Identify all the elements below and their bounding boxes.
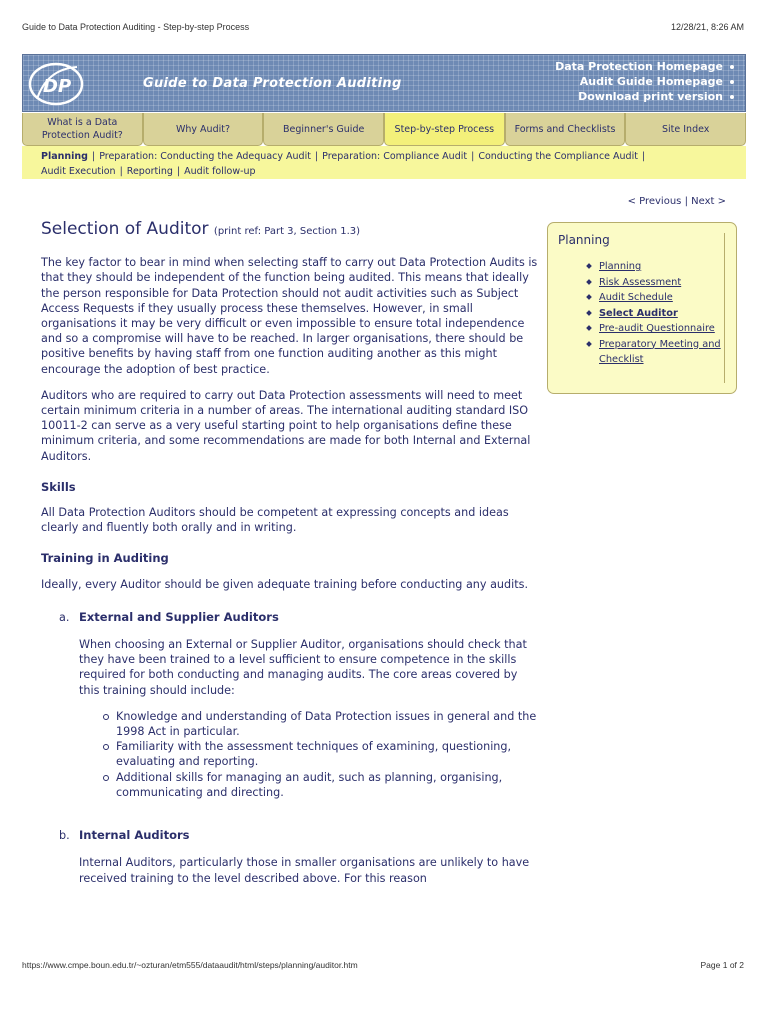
list-item: Additional skills for managing an audit, such as planning, organising, communicating and directing.	[79, 770, 541, 800]
training-heading: Training in Auditing	[41, 551, 169, 566]
banner-links	[555, 59, 735, 104]
sidebar-list	[586, 259, 726, 368]
sidebar-item-risk-assessment	[586, 275, 726, 291]
external-auditors-heading: External and Supplier Auditors	[79, 609, 279, 624]
site-banner	[22, 54, 746, 112]
list-marker-a: a.	[59, 610, 70, 624]
page-title	[41, 219, 541, 239]
previous-link[interactable]: < Previous	[627, 196, 682, 207]
section-internal-auditors	[41, 828, 541, 886]
print-footer	[22, 960, 744, 974]
sidebar-link-pre-audit-questionnaire[interactable]: Pre-audit Questionnaire	[599, 323, 715, 334]
download-print-version-link[interactable]: Download print version	[555, 89, 735, 104]
subnav-compliance-audit-prep[interactable]: Preparation: Compliance Audit	[322, 151, 468, 162]
tab-what-is-audit[interactable]: What is a Data Protection Audit?	[22, 113, 143, 146]
skills-heading: Skills	[41, 479, 76, 494]
sidebar-link-planning[interactable]: Planning	[599, 261, 642, 272]
training-text: Ideally, every Auditor should be given adequate training before conducting any audits.	[41, 577, 529, 591]
print-header	[22, 22, 744, 36]
site-title: Guide to Data Protection Auditing	[143, 76, 402, 91]
sidebar-item-pre-audit-questionnaire	[586, 321, 726, 337]
skills-text: All Data Protection Auditors should be competent at expressing concepts and ideas clearly and fluently both orally and in writing.	[41, 506, 509, 535]
list-item: Knowledge and understanding of Data Protection issues in general and the 1998 Act in particular.	[79, 709, 541, 739]
print-footer-url: https://www.cmpe.boun.edu.tr/~ozturan/etm555/dataaudit/html/steps/planning/auditor.htm	[22, 960, 358, 970]
print-header-timestamp: 12/28/21, 8:26 AM	[670, 22, 744, 32]
sidebar-item-audit-schedule	[586, 290, 726, 306]
subnav-audit-execution[interactable]: Audit Execution	[41, 166, 116, 177]
paragraph-criteria: Auditors who are required to carry out Data Protection assessments will need to meet certain minimum criteria in a number of areas. The international auditing standard ISO 10011-2 can serve as a very useful starting point to help organisations define these minimum criteria, and some recommendations are made for both Internal and External Auditors.	[41, 388, 531, 463]
sidebar-link-risk-assessment[interactable]: Risk Assessment	[599, 276, 682, 288]
sidebar-item-select-auditor	[586, 306, 726, 322]
tab-forms-checklists[interactable]: Forms and Checklists	[505, 113, 626, 146]
print-header-title: Guide to Data Protection Auditing - Step-by-step Process	[22, 22, 250, 32]
subnav-audit-follow-up[interactable]: Audit follow-up	[184, 166, 256, 177]
sidebar-title: Planning	[558, 233, 610, 247]
planning-sidebar	[547, 222, 737, 394]
sidebar-link-audit-schedule[interactable]: Audit Schedule	[599, 292, 673, 303]
tab-step-by-step[interactable]: Step-by-step Process	[384, 113, 505, 146]
page-title-text: Selection of Auditor	[41, 219, 209, 239]
main-content	[41, 219, 541, 897]
audit-guide-homepage-link[interactable]: Audit Guide Homepage	[555, 74, 735, 89]
tab-beginners-guide[interactable]: Beginner's Guide	[263, 113, 384, 146]
sub-navigation: Planning | Preparation: Conducting the Adequacy Audit | Preparation: Compliance Audit | Conducting the Compliance Audit | Audit Execution | Reporting | Audit follow-up	[22, 146, 746, 179]
pager-separator: |	[684, 196, 688, 207]
list-marker-b: b.	[59, 829, 70, 843]
subnav-planning[interactable]: Planning	[41, 151, 88, 162]
data-protection-homepage-link[interactable]: Data Protection Homepage	[555, 59, 735, 74]
section-external-auditors	[41, 610, 541, 800]
subnav-adequacy-audit[interactable]: Preparation: Conducting the Adequacy Audit	[99, 151, 311, 162]
logo-text: DP	[43, 76, 72, 97]
sidebar-item-planning	[586, 259, 726, 275]
internal-auditors-text: Internal Auditors, particularly those in smaller organisations are unlikely to have received training to the level described above. For this reason	[79, 856, 530, 885]
print-footer-page: Page 1 of 2	[700, 960, 744, 970]
sidebar-item-preparatory-meeting	[586, 337, 726, 368]
internal-auditors-heading: Internal Auditors	[79, 828, 190, 843]
subnav-conducting-compliance-audit[interactable]: Conducting the Compliance Audit	[478, 151, 638, 162]
next-link[interactable]: Next >	[691, 196, 726, 207]
sidebar-link-select-auditor[interactable]: Select Auditor	[599, 307, 678, 319]
external-auditors-text: When choosing an External or Supplier Auditor, organisations should check that they have been trained to a level sufficient to ensure competence in the skills required for both conducting and managing audits. The core areas covered by this training should include:	[79, 638, 527, 697]
main-nav-tabs	[22, 113, 746, 146]
dp-logo[interactable]	[27, 59, 85, 109]
paragraph-independence: The key factor to bear in mind when selecting staff to carry out Data Protection Audits is that they should be independent of the function being audited. This means that ideally the person responsible for Data Protection should not audit activities such as Subject Access Requests if they usually process these themselves. However, in small organisations it may be very difficult or even impossible to ensure total independence and so a compromise will have to be reached. In larger organisations, there should be positive benefits by having staff from one function auditing another as this might encourage the adoption of best practice.	[41, 256, 538, 376]
pager	[628, 196, 726, 207]
list-item: Familiarity with the assessment techniques of examining, questioning, evaluating and reporting.	[79, 739, 541, 769]
sidebar-link-preparatory-meeting[interactable]: Preparatory Meeting and Checklist	[599, 338, 721, 365]
tab-site-index[interactable]: Site Index	[625, 113, 746, 146]
tab-why-audit[interactable]: Why Audit?	[143, 113, 264, 146]
training-areas-list	[79, 709, 541, 800]
subnav-reporting[interactable]: Reporting	[126, 166, 173, 177]
print-ref: (print ref: Part 3, Section 1.3)	[213, 226, 361, 237]
